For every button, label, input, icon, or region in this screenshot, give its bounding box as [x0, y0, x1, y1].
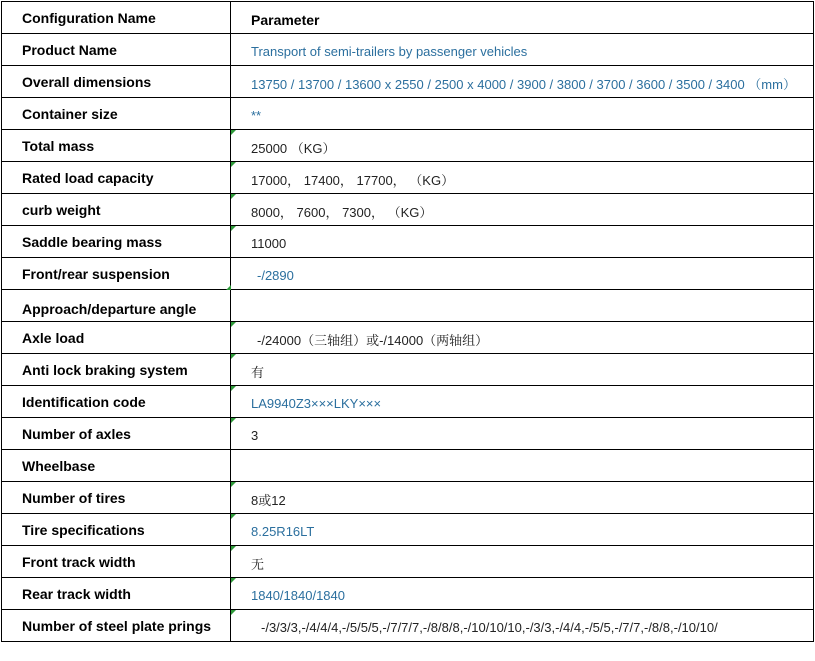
table-row	[2, 514, 814, 546]
table-row	[2, 546, 814, 578]
row-label: Rear track width	[2, 578, 231, 610]
cell-marker-icon	[231, 546, 236, 551]
row-label: Front/rear suspension	[2, 258, 231, 290]
row-value: **	[231, 98, 814, 130]
row-label: Number of axles	[2, 418, 231, 450]
cell-marker-icon	[231, 482, 236, 487]
table-row	[2, 34, 814, 66]
row-value: 8或12	[231, 482, 814, 514]
row-label: Rated load capacity	[2, 162, 231, 194]
row-label: Number of steel plate prings	[2, 610, 231, 642]
row-label: Total mass	[2, 130, 231, 162]
row-value: 25000 （KG）	[231, 130, 814, 162]
table-row	[2, 450, 814, 482]
cell-marker-icon	[231, 130, 236, 135]
row-label: Wheelbase	[2, 450, 231, 482]
table-header-row	[2, 2, 814, 34]
row-value: 8000， 7600， 7300， （KG）	[231, 194, 814, 226]
row-label: Approach/departure angle	[2, 290, 231, 322]
table-row	[2, 162, 814, 194]
cell-marker-icon	[231, 514, 236, 519]
row-label: Axle load	[2, 322, 231, 354]
cell-marker-icon	[231, 578, 236, 583]
table-row	[2, 194, 814, 226]
table-row	[2, 418, 814, 450]
row-label: Anti lock braking system	[2, 354, 231, 386]
row-label: Container size	[2, 98, 231, 130]
row-value: 8.25R16LT	[231, 514, 814, 546]
cell-marker-icon	[231, 386, 236, 391]
cell-marker-icon	[231, 354, 236, 359]
row-value: 11000	[231, 226, 814, 258]
table-row	[2, 386, 814, 418]
row-value	[231, 450, 814, 482]
row-label: Number of tires	[2, 482, 231, 514]
row-value: 有	[231, 354, 814, 386]
table-row	[2, 482, 814, 514]
row-value: Transport of semi-trailers by passenger vehicles	[231, 34, 814, 66]
header-label: Configuration Name	[2, 2, 231, 34]
cell-marker-icon	[231, 322, 236, 327]
table-row	[2, 226, 814, 258]
cell-marker-icon	[231, 162, 236, 167]
table-row	[2, 66, 814, 98]
row-value: 17000， 17400， 17700， （KG）	[231, 162, 814, 194]
row-label: Front track width	[2, 546, 231, 578]
cell-marker-icon	[231, 194, 236, 199]
row-value	[231, 290, 814, 322]
table-row	[2, 578, 814, 610]
cell-marker-icon	[231, 610, 236, 615]
row-label: Product Name	[2, 34, 231, 66]
row-value: -/3/3/3,-/4/4/4,-/5/5/5,-/7/7/7,-/8/8/8,-/10/10/10,-/3/3,-/4/4,-/5/5,-/7/7,-/8/8,-/10/10/	[231, 610, 814, 642]
row-value: 3	[231, 418, 814, 450]
table-row	[2, 130, 814, 162]
row-label: Identification code	[2, 386, 231, 418]
table-row	[2, 290, 814, 322]
row-label: Overall dimensions	[2, 66, 231, 98]
table-row	[2, 98, 814, 130]
table-row	[2, 322, 814, 354]
row-value: 1840/1840/1840	[231, 578, 814, 610]
spec-table	[1, 1, 814, 642]
cell-marker-icon	[231, 418, 236, 423]
row-value: -/2890	[231, 258, 814, 290]
cell-marker-icon	[231, 226, 236, 231]
table-row	[2, 610, 814, 642]
table-row	[2, 258, 814, 290]
row-value: 13750 / 13700 / 13600 x 2550 / 2500 x 4000 / 3900 / 3800 / 3700 / 3600 / 3500 / 3400 （mm）	[231, 66, 814, 98]
row-label: Tire specifications	[2, 514, 231, 546]
row-value: -/24000（三轴组）或-/14000（两轴组）	[231, 322, 814, 354]
header-value: Parameter	[231, 2, 814, 34]
row-label: Saddle bearing mass	[2, 226, 231, 258]
table-row	[2, 354, 814, 386]
row-value: LA9940Z3×××LKY×××	[231, 386, 814, 418]
row-label: curb weight	[2, 194, 231, 226]
row-value: 无	[231, 546, 814, 578]
